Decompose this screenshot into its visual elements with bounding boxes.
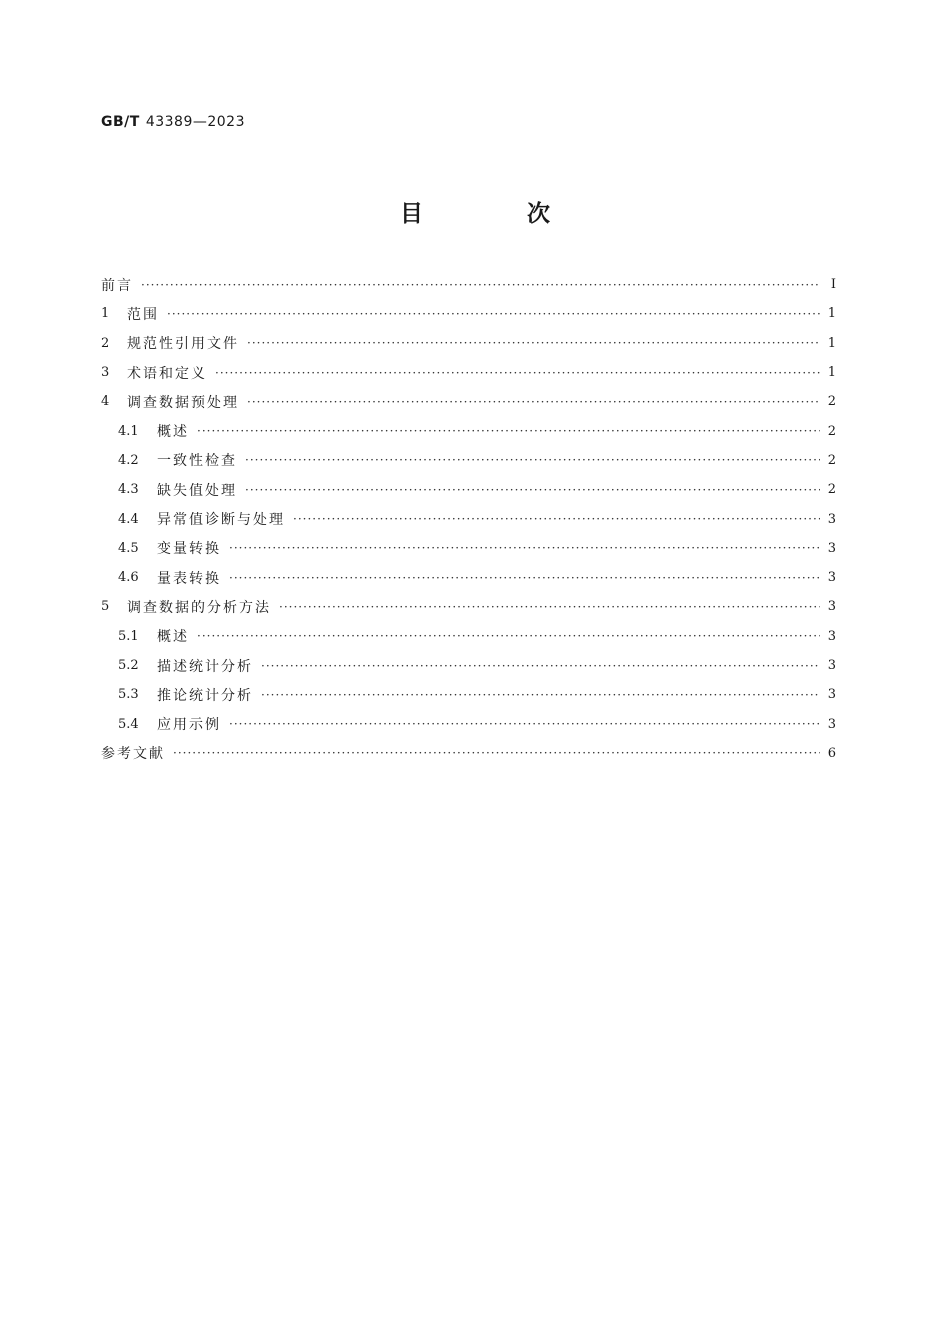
toc-entry-page: 2 (827, 482, 836, 498)
toc-leader-dots (197, 629, 820, 643)
toc-leader-dots (173, 746, 820, 760)
toc-entry-label: 异常值诊断与处理 (157, 512, 285, 529)
toc-leader-dots (229, 541, 820, 555)
toc-entry[interactable] (101, 299, 836, 328)
toc-entry[interactable] (101, 270, 836, 299)
toc-leader-dots (197, 424, 820, 438)
toc-entry-page: Ⅰ (830, 277, 836, 293)
toc-entry-page: 3 (827, 628, 836, 644)
toc-entry-page: 1 (827, 306, 836, 322)
toc-entry-label: 参考文献 (101, 746, 165, 763)
toc-entry-page: 3 (827, 511, 836, 527)
toc-entry-label: 范围 (127, 306, 159, 323)
toc-entry-page: 3 (827, 658, 836, 673)
toc-entry[interactable] (101, 709, 836, 738)
toc-leader-dots (141, 278, 820, 292)
toc-entry-number: 2 (101, 335, 110, 351)
toc-entry-number: 1 (101, 306, 110, 322)
toc-entry-number: 5 (101, 599, 110, 615)
table-of-contents (101, 270, 836, 768)
toc-entry[interactable] (101, 416, 836, 445)
toc-entry-page: 3 (827, 716, 836, 732)
toc-entry[interactable] (101, 622, 836, 651)
toc-entry-number: 4.6 (118, 570, 139, 586)
toc-entry-page: 1 (827, 335, 836, 351)
toc-entry-label: 术语和定义 (127, 365, 207, 382)
toc-entry-number: 4.5 (118, 540, 139, 556)
page-title: 目 次 (399, 201, 598, 227)
toc-entry-number: 4.1 (118, 423, 139, 439)
toc-leader-dots (279, 600, 820, 614)
toc-entry-number: 5.4 (118, 716, 139, 732)
toc-entry[interactable] (101, 534, 836, 563)
toc-entry-number: 4.4 (118, 511, 139, 527)
toc-leader-dots (261, 688, 820, 702)
toc-leader-dots (245, 453, 820, 467)
toc-entry-label: 调查数据预处理 (127, 394, 239, 411)
toc-leader-dots (245, 483, 820, 497)
toc-entry[interactable] (101, 387, 836, 416)
toc-entry-page: 3 (827, 570, 836, 586)
toc-entry-label: 变量转换 (157, 541, 221, 558)
toc-entry[interactable] (101, 358, 836, 387)
toc-entry-label: 缺失值处理 (157, 482, 237, 499)
toc-entry[interactable] (101, 563, 836, 592)
toc-entry-number: 5.2 (118, 658, 139, 673)
toc-entry[interactable] (101, 504, 836, 533)
toc-leader-dots (247, 395, 820, 409)
toc-entry-label: 规范性引用文件 (127, 336, 239, 353)
toc-entry[interactable] (101, 446, 836, 475)
standard-prefix: GB/T (101, 114, 140, 130)
toc-entry-number: 4.3 (118, 482, 139, 498)
toc-leader-dots (229, 717, 820, 731)
toc-entry-number: 3 (101, 365, 110, 381)
standard-number: 43389—2023 (145, 114, 245, 130)
toc-entry-label: 描述统计分析 (157, 658, 253, 675)
toc-entry-page: 1 (827, 365, 836, 381)
toc-entry[interactable] (101, 592, 836, 621)
toc-entry-page: 2 (827, 423, 836, 439)
toc-entry-number: 4.2 (118, 452, 139, 468)
toc-entry-page: 2 (827, 394, 836, 410)
toc-entry[interactable] (101, 651, 836, 680)
toc-leader-dots (261, 659, 820, 673)
toc-entry-number: 5.1 (118, 628, 139, 644)
toc-entry-page: 3 (827, 540, 836, 556)
toc-entry-page: 2 (827, 452, 836, 468)
toc-leader-dots (247, 336, 820, 350)
toc-leader-dots (229, 571, 820, 585)
toc-entry[interactable] (101, 680, 836, 709)
toc-entry[interactable] (101, 739, 836, 768)
toc-entry-label: 调查数据的分析方法 (127, 599, 271, 616)
toc-entry-label: 概述 (157, 424, 189, 441)
toc-entry-page: 6 (827, 745, 836, 761)
toc-entry-label: 量表转换 (157, 570, 221, 587)
toc-entry-label: 一致性检查 (157, 453, 237, 470)
toc-entry[interactable] (101, 475, 836, 504)
toc-entry-label: 前言 (101, 277, 133, 294)
toc-leader-dots (215, 366, 820, 380)
toc-entry-page: 3 (827, 599, 836, 615)
toc-entry-number: 4 (101, 394, 110, 410)
toc-entry-number: 5.3 (118, 687, 139, 703)
toc-entry-label: 应用示例 (157, 717, 221, 734)
toc-entry-page: 3 (827, 687, 836, 703)
toc-leader-dots (293, 512, 820, 526)
standard-code (101, 114, 245, 130)
toc-entry-label: 概述 (157, 629, 189, 646)
toc-entry[interactable] (101, 329, 836, 358)
toc-entry-label: 推论统计分析 (157, 687, 253, 704)
toc-leader-dots (167, 307, 820, 321)
